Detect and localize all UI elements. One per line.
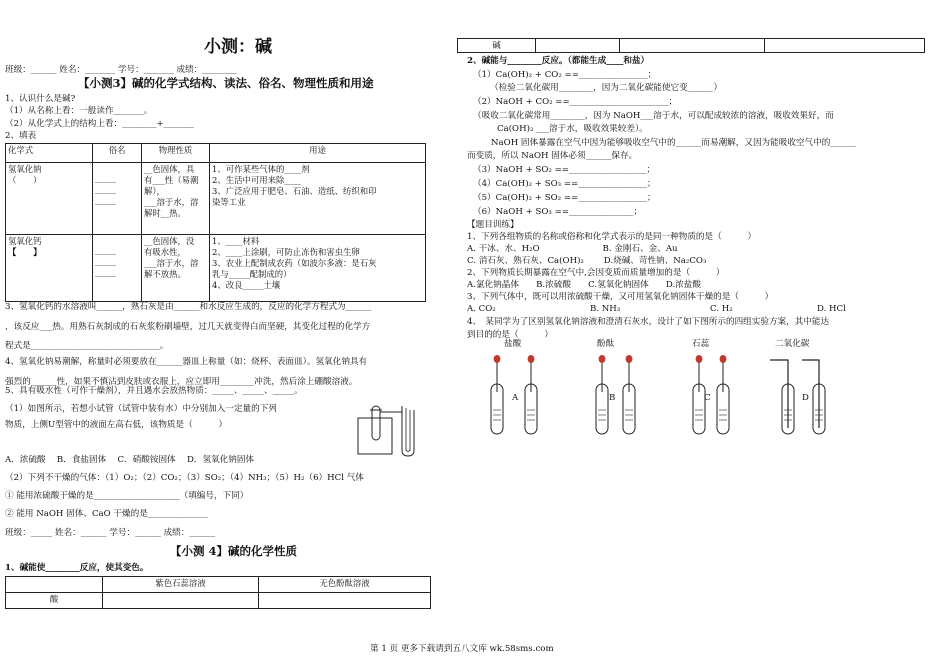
training-question-1: 1、下列各组物质的名称或俗称和化学式表示的是同一种物质的是（ ）: [467, 232, 757, 242]
indicator-table-continued: [457, 38, 925, 53]
training-question-3-option-c: C. H₂: [710, 304, 733, 314]
caoh2-physical-cell: __色固体，没 有吸水性， ___溶于水，溶 解不放热。: [142, 235, 210, 302]
figure-label-co2: 二氧化碳: [775, 339, 810, 349]
reaction-2-note: （吸收二氧化碳常用________，因为 NaOH___溶于水，可以配成较浓的溶液，吸收效果好，而 Ca(OH)₂ ___溶于水，吸收效果较差）。: [473, 111, 834, 134]
caoh2-name-cell: 氢氧化钙 【 】: [6, 235, 93, 302]
page-footer: 第 1 页 更多下载请到五八文库 wk.58sms.com: [370, 644, 554, 654]
header-alias: 俗名: [93, 144, 142, 163]
naoh-use-cell: 1、可作某些气体的____剂 2、生活中可用来除____ 3、广泛应用于肥皂、石油、造纸、纺织和印 染等工业: [210, 163, 426, 235]
reaction-2: （2）NaOH + CO₂ ==_______________________；: [473, 97, 678, 107]
table-row: 酸: [6, 593, 431, 609]
table-row: 碱: [458, 39, 925, 53]
question-5-2b: ② 能用 NaOH 固体、CaO 干燥的是______________: [5, 509, 208, 519]
caoh2-use-cell: 1、____材料 2、____上涂刷，可防止冻伤和害虫生卵 3、农业上配制成农药（如波尔多液：是石灰 乳与_____配制成的） 4、改良_____土壤: [210, 235, 426, 302]
naoh-physical-cell: __色固体，具 有___性（易潮 解）， ___溶于水，溶 解时__热。: [142, 163, 210, 235]
test-tube-group-c: [693, 355, 729, 434]
question-5-2: （2）下列不干燥的气体：（1）O₂；（2）CO₂；（3）SO₂；（4）NH₃；（5）H₂（6）HCl 气体: [5, 473, 364, 483]
u-tube-apparatus-figure: [352, 400, 436, 458]
table-header-row: [6, 144, 426, 163]
question-4: 4、氢氧化钠易潮解，称量时必须要放在______器皿上称量（如：烧杯、表面皿）。氢氧化钠具有 强烈的______性，如果不慎沾到皮肤或衣服上，应立即用________冲洗，然后涂上硼酸溶液。: [5, 357, 368, 387]
header-formula: 化学式: [6, 144, 93, 163]
section-4-title: 【小测 4】碱的化学性质: [170, 544, 298, 558]
training-question-4: 4、 某同学为了区别氢氧化钠溶液和澄清石灰水，设计了如下图所示的四组实验方案，其中能达 到目的的是（ ）: [467, 317, 830, 340]
reaction-5: （5）Ca(OH)₂ + SO₂ ==________________；: [473, 193, 656, 203]
figure-label-litmus: 石蕊: [692, 339, 710, 349]
table-row: [6, 235, 426, 302]
question-5-options: A．浓硫酸 B．食盐固体 C．硝酸铵固体 D．氢氧化钠固体: [5, 455, 255, 465]
header-use: 用途: [210, 144, 426, 163]
reaction-4: （4）Ca(OH)₂ + SO₃ ==________________；: [473, 179, 656, 189]
training-question-3: 3、下列气体中，既可以用浓硫酸干燥，又可用氢氧化钠固体干燥的是（ ）: [467, 292, 774, 302]
question-5: 5、具有吸水性（可作干燥剂），并且遇水会放热物质：_____、_____、_____。: [5, 386, 303, 396]
question-5-1b: 物质，上侧U型管中的液面左高右低，该物质是（ ）: [5, 420, 228, 430]
training-question-2-options: A.氯化钠晶体 B.浓硫酸 C.氢氧化钠固体 D.浓盐酸: [467, 280, 701, 290]
reaction-1-note: （检验二氧化碳用________，因为二氧化碳能使它变______）: [490, 83, 723, 93]
reaction-3: （3）NaOH + SO₂ ==__________________；: [473, 165, 655, 175]
indicator-table: [5, 576, 431, 609]
training-question-3-option-b: B. NH₃: [590, 304, 621, 314]
test-tube-group-b: [596, 355, 635, 434]
tube-letter-c: C: [704, 393, 711, 403]
student-info-line-2: 班级：_____ 姓名：______ 学号：______ 成绩：______: [5, 528, 216, 538]
naoh-storage-paragraph: NaOH 固体暴露在空气中因为能够吸收空气中的______而易潮解，又因为能吸收空气中的______ 而变质，所以 NaOH 固体必须______保存。: [467, 138, 857, 161]
training-question-1-ab: A. 干冰、水、H₂O B. 金刚石、金、Au: [467, 244, 678, 254]
student-info-line: 班级：______ 姓名：_______ 学号：_______ 成绩：________: [5, 65, 237, 75]
question-3: 3、氢氧化钙的水溶液叫______，熟石灰是由______和水反应生成的，反应的化学方程式为______ ，该反应___热。用熟石灰制成的石灰浆粉刷墙壁，过几天就变得白而坚硬，其变化过程的化学方 程式是______________________________。: [5, 302, 372, 351]
training-question-1-cd: C. 消石灰、熟石灰、Ca(OH)₂ D.烧碱、苛性钠、Na₂CO₃: [467, 256, 707, 266]
section-4-question-1: 1、碱能使________反应，使其变色。: [5, 563, 149, 573]
naoh-alias-cell: _____ _____ _____: [93, 163, 142, 235]
reaction-6: （6）NaOH + SO₃ ==_______________；: [473, 207, 643, 217]
training-heading: 【题目训练】: [467, 220, 519, 230]
training-question-3-option-d: D. HCl: [817, 304, 846, 314]
reaction-1: （1）Ca(OH)₂ + CO₂ ==________________；: [473, 70, 657, 80]
caoh2-alias-cell: _____ _____ _____: [93, 235, 142, 302]
properties-table: [5, 143, 426, 302]
training-question-2: 2、下列物质长期暴露在空气中,会因变质而质量增加的是（ ）: [467, 268, 725, 278]
figure-label-hcl: 盐酸: [504, 339, 522, 349]
table-header-row: 紫色石蕊溶液 无色酚酞溶液: [6, 577, 431, 593]
question-1-2: （2）从化学式上的结构上看：________+_______: [5, 119, 194, 129]
section-3-title: 【小测3】碱的化学式结构、读法、俗名、物理性质和用途: [78, 76, 374, 90]
question-1-1: （1）从名称上看：一般读作_______。: [5, 106, 153, 116]
page-title: 小测：碱: [204, 37, 272, 57]
question-1: 1、认识什么是碱?: [5, 94, 76, 104]
tube-letter-b: B: [609, 393, 616, 403]
training-question-3-option-a: A. CO₂: [467, 304, 496, 314]
right-question-2: 2、碱能与________反应。（都能生成____和盐）: [467, 56, 650, 66]
header-physical: 物理性质: [142, 144, 210, 163]
tube-letter-d: D: [802, 393, 809, 403]
tube-letter-a: A: [512, 393, 519, 403]
question-5-1a: （1）如图所示，若想小试管（试管中装有水）中分别加入一定量的下列: [5, 404, 277, 414]
question-2: 2、填表: [5, 131, 37, 141]
naoh-name-cell: 氢氧化钠 （ ）: [6, 163, 93, 235]
figure-label-phenolphthalein: 酚酞: [597, 339, 615, 349]
question-5-2a: ① 能用浓硫酸干燥的是____________________（填编号，下同）: [5, 491, 249, 501]
table-row: [6, 163, 426, 235]
test-tube-group-d: [770, 360, 825, 434]
